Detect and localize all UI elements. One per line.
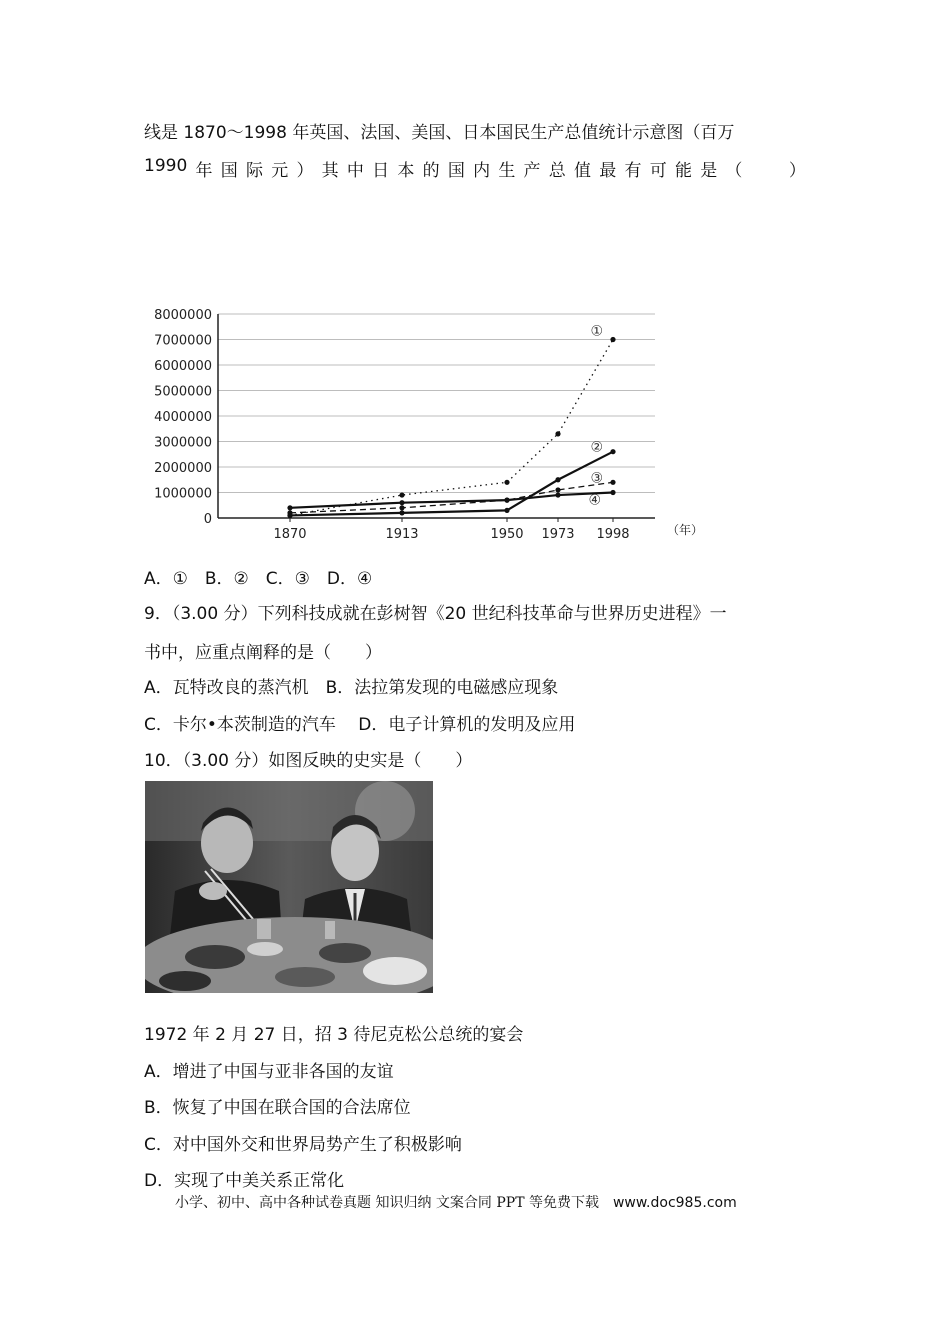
stem-char: ） xyxy=(788,161,806,181)
question10-option-c: C．对中国外交和世界局势产生了积极影响 xyxy=(144,1135,462,1155)
stem-char: 内 xyxy=(473,161,491,181)
series-line-3 xyxy=(290,482,613,513)
question10-option-d: D．实现了中美关系正常化 xyxy=(144,1171,345,1191)
y-tick-label: 6000000 xyxy=(154,359,212,374)
footer-text: 小学、初中、高中各种试卷真题 知识归纳 文案合同 PPT 等免费下载 xyxy=(175,1195,613,1211)
question10-option-a: A．增进了中国与亚非各国的友谊 xyxy=(144,1062,394,1082)
question9-options-cd: C．卡尔•本茨制造的汽车 D．电子计算机的发明及应用 xyxy=(144,715,576,735)
x-tick-label: 1870 xyxy=(273,527,307,542)
stem-char: 最 xyxy=(599,161,617,181)
question8-options: A．① B．② C．③ D．④ xyxy=(144,569,373,589)
question8-stem-line2 xyxy=(144,156,806,181)
y-tick-label: 7000000 xyxy=(154,333,212,349)
series-point xyxy=(399,492,404,497)
stem-char: 1990 xyxy=(144,156,188,176)
series-point xyxy=(399,505,404,510)
question10-photo-caption: 1972 年 2 月 27 日，招 3 待尼克松公总统的宴会 xyxy=(144,1025,524,1045)
footer-url[interactable]: www.doc985.com xyxy=(612,1195,737,1211)
x-axis-unit: （年） xyxy=(666,523,704,537)
series-point xyxy=(399,510,404,515)
x-tick-label: 1973 xyxy=(541,527,575,542)
series-point xyxy=(610,480,615,485)
series-line-4 xyxy=(290,493,613,508)
x-tick-label: 1998 xyxy=(596,527,630,542)
stem-char: 国 xyxy=(220,161,238,181)
stem-char: 其 xyxy=(321,161,339,181)
series-point xyxy=(610,449,615,454)
stem-char: 元 xyxy=(271,161,289,181)
stem-char: 中 xyxy=(346,161,364,181)
stem-char: 是 xyxy=(700,161,718,181)
series-point xyxy=(287,510,292,515)
stem-char: 总 xyxy=(548,161,566,181)
stem-char: （ xyxy=(725,161,743,181)
series-point xyxy=(610,490,615,495)
stem-char: 产 xyxy=(523,161,541,181)
series-point xyxy=(610,337,615,342)
stem-char: 本 xyxy=(397,161,415,181)
series-point xyxy=(399,500,404,505)
question9-options-ab: A．瓦特改良的蒸汽机 B．法拉第发现的电磁感应现象 xyxy=(144,678,559,698)
stem-char: 值 xyxy=(574,161,592,181)
series-point xyxy=(555,431,560,436)
question10-stem: 10．（3.00 分）如图反映的史实是（ ） xyxy=(144,751,473,771)
stem-char: 日 xyxy=(372,161,390,181)
stem-char: 能 xyxy=(674,161,692,181)
stem-char xyxy=(751,156,781,181)
question10-option-b: B．恢复了中国在联合国的合法席位 xyxy=(144,1098,411,1118)
y-tick-label: 4000000 xyxy=(154,410,212,425)
y-tick-label: 2000000 xyxy=(154,461,212,476)
gnp-line-chart xyxy=(140,296,720,546)
series-label: ④ xyxy=(588,492,601,509)
x-tick-label: 1913 xyxy=(385,527,419,542)
banquet-photo xyxy=(145,781,433,993)
question9-stem-line2: 书中，应重点阐释的是（ ） xyxy=(144,643,382,663)
stem-char: 生 xyxy=(498,161,516,181)
series-point xyxy=(555,492,560,497)
series-label: ③ xyxy=(590,470,603,487)
series-point xyxy=(504,498,509,503)
y-tick-label: 3000000 xyxy=(154,435,212,451)
y-tick-label: 5000000 xyxy=(154,384,212,400)
y-tick-label: 0 xyxy=(203,512,212,527)
question8-stem-line1: 线是 1870～1998 年英国、法国、美国、日本国民生产总值统计示意图（百万 xyxy=(144,123,735,143)
stem-char: 可 xyxy=(649,161,667,181)
y-tick-label: 1000000 xyxy=(154,486,212,502)
series-line-1 xyxy=(290,340,613,516)
series-point xyxy=(504,480,509,485)
stem-char: 国 xyxy=(447,161,465,181)
x-tick-label: 1950 xyxy=(490,527,524,542)
stem-char: 有 xyxy=(624,161,642,181)
series-point xyxy=(555,477,560,482)
stem-char: 年 xyxy=(195,161,213,181)
series-label: ② xyxy=(590,439,603,456)
question9-stem-line1: 9．（3.00 分）下列科技成就在彭树智《20 世纪科技革命与世界历史进程》一 xyxy=(144,604,727,624)
stem-char: ） xyxy=(296,161,314,181)
series-point xyxy=(504,508,509,513)
page-footer xyxy=(175,1192,737,1212)
series-label: ① xyxy=(590,323,603,340)
stem-char: 的 xyxy=(422,161,440,181)
series-point xyxy=(287,505,292,510)
series-point xyxy=(555,487,560,492)
y-tick-label: 8000000 xyxy=(154,308,212,323)
stem-char: 际 xyxy=(245,161,263,181)
